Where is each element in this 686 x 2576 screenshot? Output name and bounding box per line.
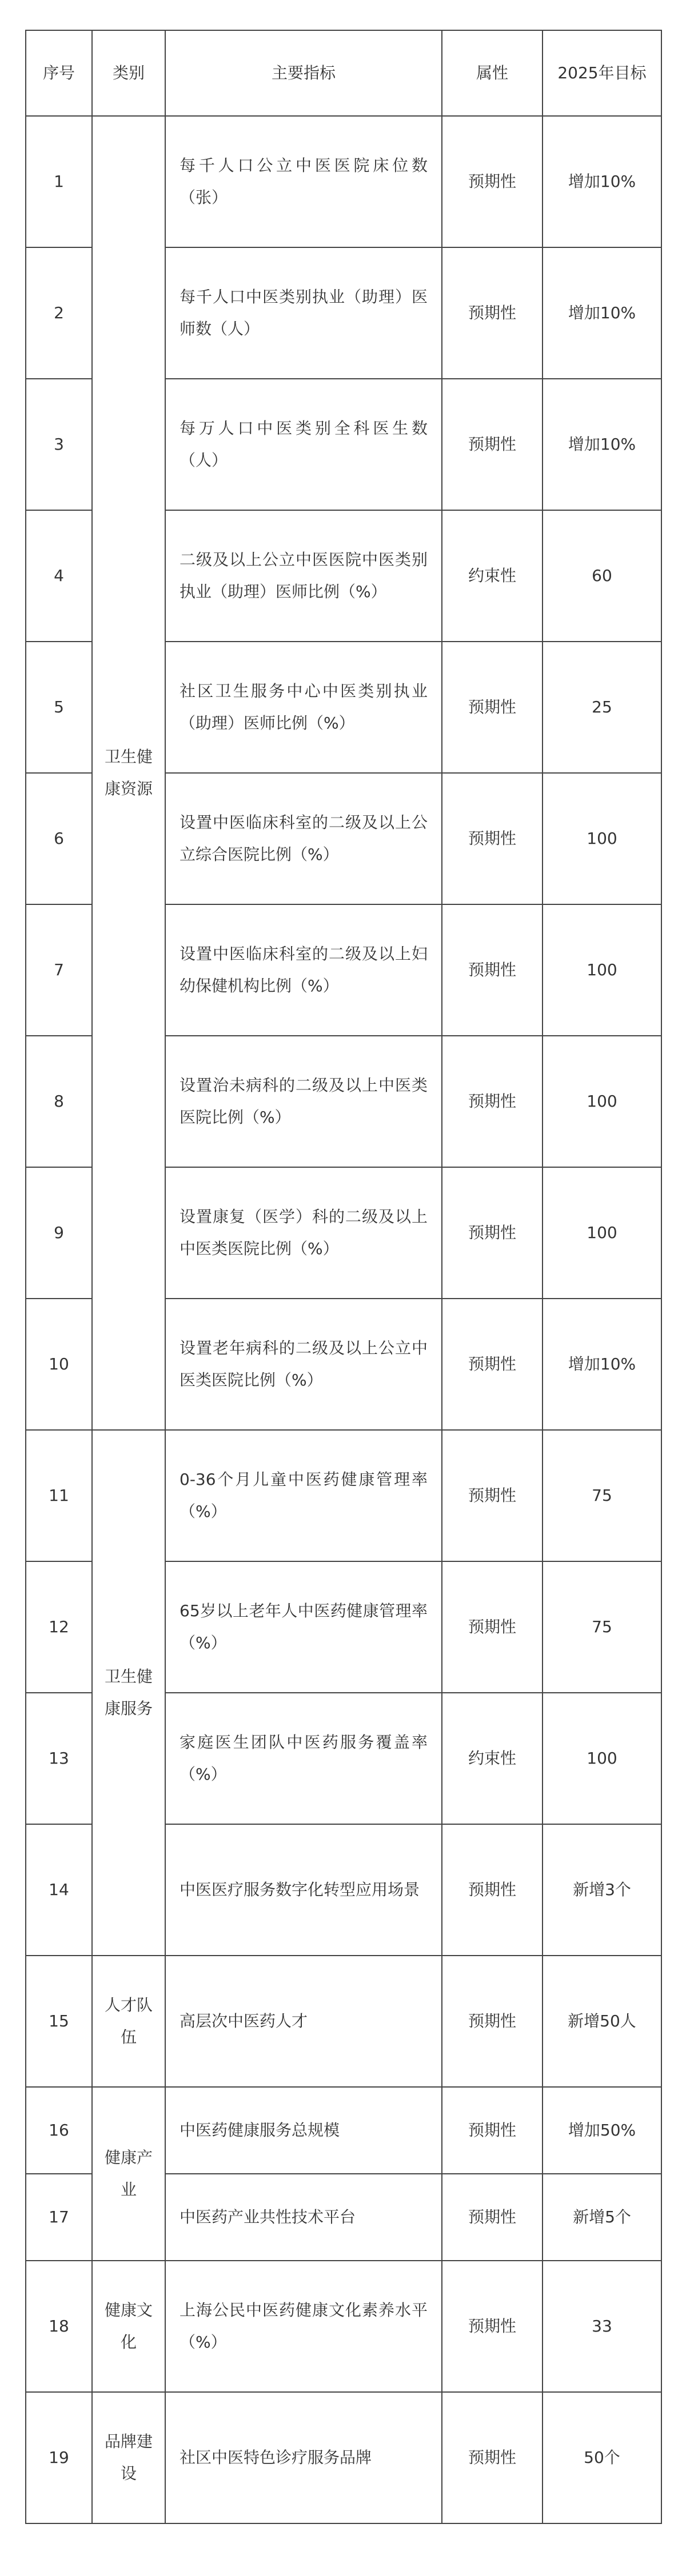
cell-attribute: 约束性 — [442, 510, 543, 642]
table-row — [26, 2261, 661, 2392]
cell-index: 7 — [26, 904, 92, 1036]
cell-target: 100 — [543, 773, 661, 904]
cell-target: 增加50% — [543, 2087, 661, 2174]
cell-index: 14 — [26, 1824, 92, 1956]
cell-category: 健康产业 — [92, 2087, 165, 2261]
cell-indicator: 0-36个月儿童中医药健康管理率（%） — [165, 1430, 442, 1561]
cell-attribute: 预期性 — [442, 1824, 543, 1956]
cell-index: 18 — [26, 2261, 92, 2392]
cell-target: 增加10% — [543, 379, 661, 510]
cell-indicator: 设置中医临床科室的二级及以上妇幼保健机构比例（%） — [165, 904, 442, 1036]
cell-category: 人才队伍 — [92, 1956, 165, 2087]
cell-indicator: 设置中医临床科室的二级及以上公立综合医院比例（%） — [165, 773, 442, 904]
cell-target: 新增50人 — [543, 1956, 661, 2087]
cell-index: 4 — [26, 510, 92, 642]
cell-index: 5 — [26, 642, 92, 773]
cell-target: 33 — [543, 2261, 661, 2392]
cell-target: 75 — [543, 1561, 661, 1693]
cell-category: 品牌建设 — [92, 2392, 165, 2523]
cell-indicator: 中医医疗服务数字化转型应用场景 — [165, 1824, 442, 1956]
cell-category: 卫生健康服务 — [92, 1430, 165, 1956]
cell-indicator: 社区卫生服务中心中医类别执业（助理）医师比例（%） — [165, 642, 442, 773]
cell-index: 17 — [26, 2174, 92, 2261]
cell-indicator: 65岁以上老年人中医药健康管理率（%） — [165, 1561, 442, 1693]
cell-indicator: 社区中医特色诊疗服务品牌 — [165, 2392, 442, 2523]
cell-indicator: 每万人口中医类别全科医生数（人） — [165, 379, 442, 510]
header-attribute: 属性 — [442, 30, 543, 116]
cell-attribute: 预期性 — [442, 247, 543, 379]
cell-attribute: 预期性 — [442, 1167, 543, 1299]
cell-index: 8 — [26, 1036, 92, 1167]
cell-target: 新增5个 — [543, 2174, 661, 2261]
cell-index: 13 — [26, 1693, 92, 1824]
cell-target: 增加10% — [543, 1299, 661, 1430]
header-target: 2025年目标 — [543, 30, 661, 116]
table-row — [26, 2392, 661, 2523]
cell-index: 10 — [26, 1299, 92, 1430]
table-body — [26, 116, 661, 2523]
cell-indicator: 高层次中医药人才 — [165, 1956, 442, 2087]
cell-target: 增加10% — [543, 247, 661, 379]
cell-attribute: 预期性 — [442, 642, 543, 773]
cell-target: 100 — [543, 1036, 661, 1167]
cell-indicator: 中医药健康服务总规模 — [165, 2087, 442, 2174]
table-row — [26, 1430, 661, 1561]
cell-index: 1 — [26, 116, 92, 247]
cell-attribute: 预期性 — [442, 2174, 543, 2261]
cell-attribute: 预期性 — [442, 379, 543, 510]
cell-target: 100 — [543, 904, 661, 1036]
cell-indicator: 上海公民中医药健康文化素养水平（%） — [165, 2261, 442, 2392]
header-index: 序号 — [26, 30, 92, 116]
cell-attribute: 预期性 — [442, 116, 543, 247]
cell-attribute: 预期性 — [442, 2392, 543, 2523]
cell-attribute: 预期性 — [442, 773, 543, 904]
cell-attribute: 预期性 — [442, 1430, 543, 1561]
cell-index: 19 — [26, 2392, 92, 2523]
cell-target: 50个 — [543, 2392, 661, 2523]
cell-indicator: 二级及以上公立中医医院中医类别执业（助理）医师比例（%） — [165, 510, 442, 642]
cell-attribute: 预期性 — [442, 2261, 543, 2392]
cell-indicator: 家庭医生团队中医药服务覆盖率（%） — [165, 1693, 442, 1824]
cell-index: 9 — [26, 1167, 92, 1299]
cell-target: 100 — [543, 1693, 661, 1824]
cell-index: 12 — [26, 1561, 92, 1693]
cell-attribute: 预期性 — [442, 904, 543, 1036]
cell-target: 75 — [543, 1430, 661, 1561]
cell-indicator: 设置康复（医学）科的二级及以上中医类医院比例（%） — [165, 1167, 442, 1299]
table-row — [26, 2087, 661, 2174]
table-header-row — [26, 30, 661, 116]
header-category: 类别 — [92, 30, 165, 116]
indicator-table-container — [25, 30, 661, 2524]
cell-target: 25 — [543, 642, 661, 773]
cell-attribute: 预期性 — [442, 2087, 543, 2174]
cell-attribute: 预期性 — [442, 1036, 543, 1167]
cell-index: 6 — [26, 773, 92, 904]
cell-index: 15 — [26, 1956, 92, 2087]
cell-indicator: 每千人口公立中医医院床位数（张） — [165, 116, 442, 247]
cell-attribute: 约束性 — [442, 1693, 543, 1824]
cell-attribute: 预期性 — [442, 1299, 543, 1430]
cell-attribute: 预期性 — [442, 1956, 543, 2087]
cell-index: 11 — [26, 1430, 92, 1561]
cell-index: 16 — [26, 2087, 92, 2174]
header-indicator: 主要指标 — [165, 30, 442, 116]
cell-index: 3 — [26, 379, 92, 510]
cell-indicator: 每千人口中医类别执业（助理）医师数（人） — [165, 247, 442, 379]
cell-category: 卫生健康资源 — [92, 116, 165, 1430]
cell-target: 增加10% — [543, 116, 661, 247]
cell-indicator: 设置治未病科的二级及以上中医类医院比例（%） — [165, 1036, 442, 1167]
cell-target: 60 — [543, 510, 661, 642]
cell-index: 2 — [26, 247, 92, 379]
cell-indicator: 设置老年病科的二级及以上公立中医类医院比例（%） — [165, 1299, 442, 1430]
cell-attribute: 预期性 — [442, 1561, 543, 1693]
table-row — [26, 1956, 661, 2087]
cell-indicator: 中医药产业共性技术平台 — [165, 2174, 442, 2261]
indicator-table — [25, 30, 662, 2524]
cell-target: 100 — [543, 1167, 661, 1299]
cell-target: 新增3个 — [543, 1824, 661, 1956]
cell-category: 健康文化 — [92, 2261, 165, 2392]
table-row — [26, 116, 661, 247]
